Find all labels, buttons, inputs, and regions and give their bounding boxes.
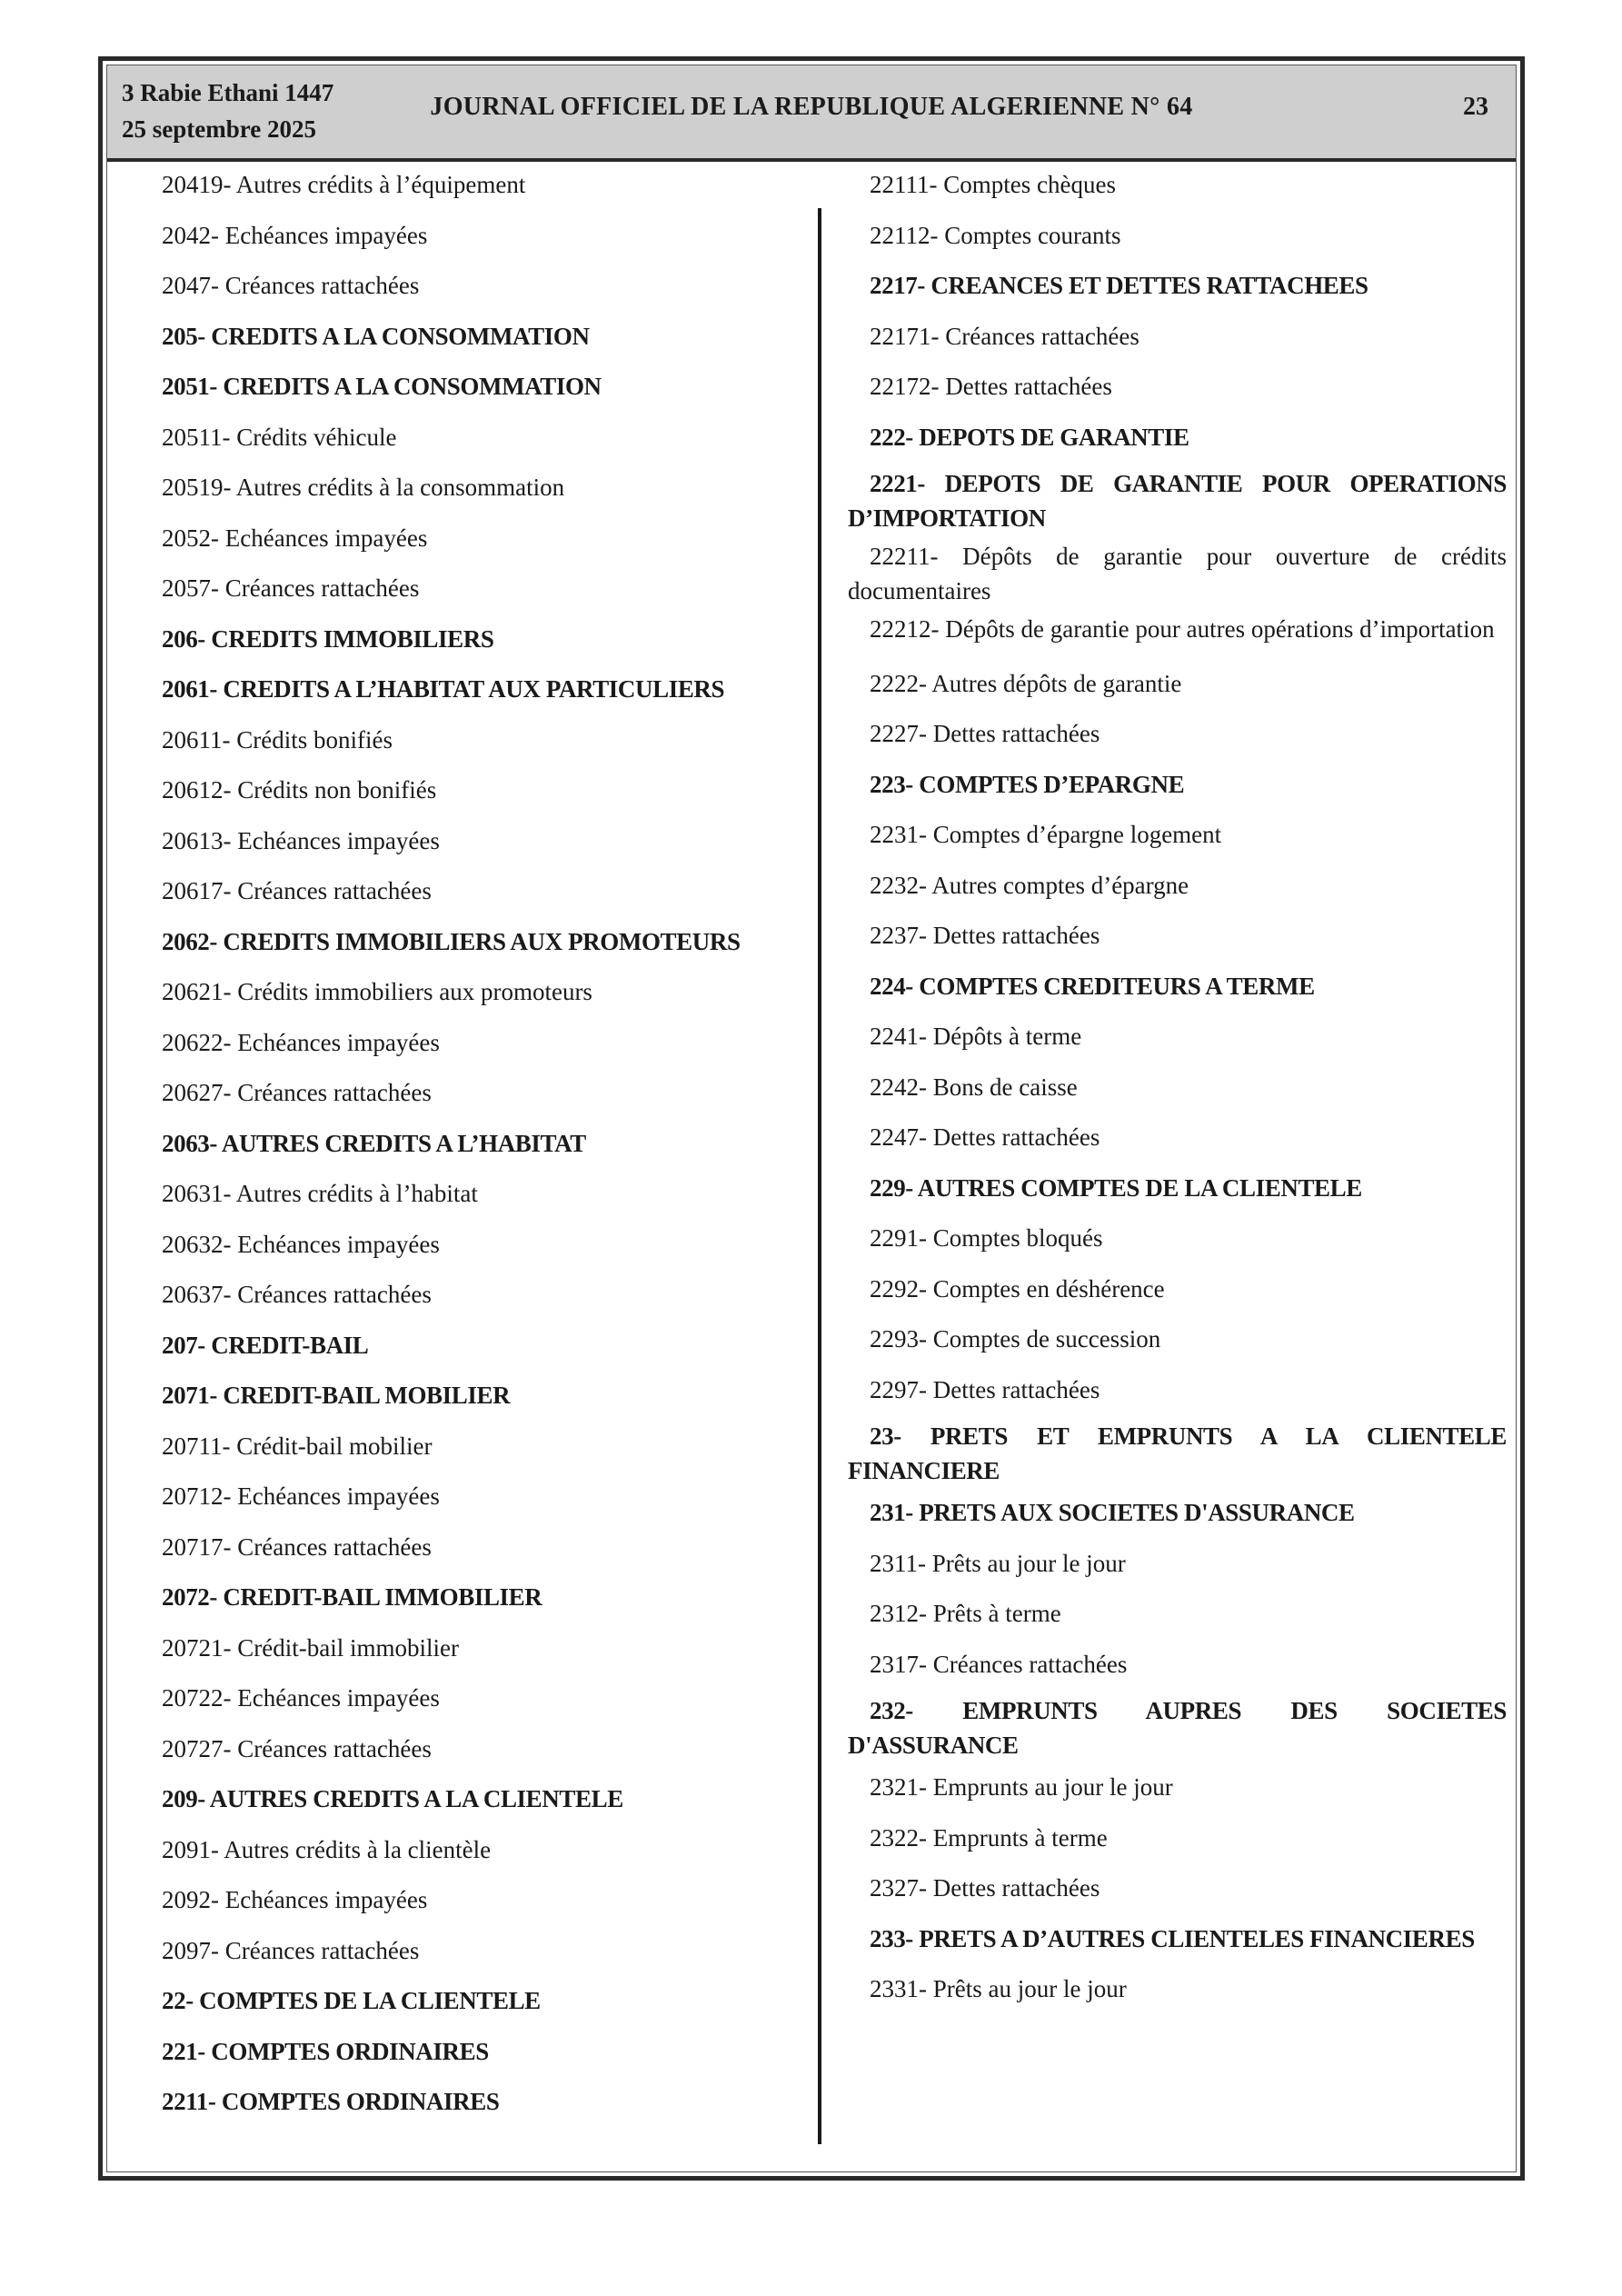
journal-title: JOURNAL OFFICIEL DE LA REPUBLIQUE ALGERIENNE N° 64 (430, 93, 1193, 121)
account-entry: 2227- Dettes rattachées (870, 720, 1100, 747)
journal-header (107, 65, 1516, 162)
account-entry: 20631- Autres crédits à l’habitat (162, 1180, 478, 1207)
account-heading: 2062- CREDITS IMMOBILIERS AUX PROMOTEURS (162, 927, 741, 955)
account-entry: 20721- Crédit-bail immobilier (162, 1633, 459, 1662)
account-heading: 2071- CREDIT-BAIL MOBILIER (162, 1382, 511, 1409)
account-entry: 2322- Emprunts à terme (870, 1823, 1108, 1852)
account-heading: 2072- CREDIT-BAIL IMMOBILIER (162, 1583, 542, 1611)
account-heading: 2061- CREDITS A L’HABITAT AUX PARTICULIERS (162, 675, 725, 703)
account-entry: 22172- Dettes rattachées (870, 373, 1112, 400)
account-entry: 22212- Dépôts de garantie pour autres opérations d’importation (870, 615, 1495, 643)
page-number: 23 (1463, 93, 1488, 121)
account-heading: 2211- COMPTES ORDINAIRES (162, 2088, 500, 2115)
account-entry: 2297- Dettes rattachées (870, 1375, 1100, 1403)
account-entry: 20711- Crédit-bail mobilier (162, 1432, 433, 1460)
account-entry: 22111- Comptes chèques (870, 171, 1116, 198)
column-divider (818, 208, 821, 2144)
account-entry: 2247- Dettes rattachées (870, 1123, 1100, 1151)
account-entry: 2293- Comptes de succession (870, 1325, 1161, 1353)
account-entry: 20622- Echéances impayées (162, 1028, 440, 1056)
account-heading: 2221- DEPOTS DE GARANTIE POUR OPERATIONS D’IMPORTATION (848, 470, 1507, 532)
account-entry: 20617- Créances rattachées (162, 877, 432, 904)
account-heading: 2051- CREDITS A LA CONSOMMATION (162, 373, 602, 400)
account-heading: 23- PRETS ET EMPRUNTS A LA CLIENTELE FINANCIERE (848, 1423, 1507, 1484)
page-frame (98, 56, 1525, 2181)
account-heading: 2063- AUTRES CREDITS A L’HABITAT (162, 1129, 586, 1157)
account-entry: 22171- Créances rattachées (870, 322, 1139, 350)
account-entry: 20722- Echéances impayées (162, 1684, 440, 1712)
account-entry: 20621- Crédits immobiliers aux promoteurs (162, 978, 592, 1005)
account-entry: 20519- Autres crédits à la consommation (162, 474, 565, 501)
account-entry: 20717- Créances rattachées (162, 1532, 432, 1561)
account-entry: 20612- Crédits non bonifiés (162, 776, 437, 804)
account-entry: 2231- Comptes d’épargne logement (870, 821, 1222, 848)
account-entry: 22211- Dépôts de garantie pour ouverture de crédits documentaires (848, 543, 1507, 604)
account-entry: 2047- Créances rattachées (162, 272, 420, 299)
account-entry: 2321- Emprunts au jour le jour (870, 1773, 1173, 1801)
date-gregorian: 25 septembre 2025 (122, 115, 316, 143)
account-entry: 2242- Bons de caisse (870, 1073, 1078, 1101)
account-heading: 2217- CREANCES ET DETTES RATTACHEES (870, 272, 1368, 299)
page-inner-border (106, 65, 1517, 2172)
account-heading: 207- CREDIT-BAIL (162, 1331, 369, 1359)
account-entry: 2052- Echéances impayées (162, 524, 428, 552)
account-heading: 209- AUTRES CREDITS A LA CLIENTELE (162, 1785, 623, 1812)
account-entry: 20637- Créances rattachées (162, 1281, 432, 1308)
account-entry: 22112- Comptes courants (870, 221, 1121, 249)
account-entry: 2237- Dettes rattachées (870, 922, 1100, 949)
account-entry: 2097- Créances rattachées (162, 1936, 420, 1964)
account-entry: 2091- Autres crédits à la clientèle (162, 1835, 492, 1863)
account-entry: 2317- Créances rattachées (870, 1650, 1128, 1678)
account-entry: 2331- Prêts au jour le jour (870, 1975, 1127, 2002)
account-heading: 231- PRETS AUX SOCIETES D'ASSURANCE (870, 1499, 1355, 1526)
account-entry: 20511- Crédits véhicule (162, 423, 397, 451)
account-entry: 2291- Comptes bloqués (870, 1224, 1103, 1252)
account-heading: 221- COMPTES ORDINAIRES (162, 2037, 489, 2065)
account-heading: 232- EMPRUNTS AUPRES DES SOCIETES D'ASSURANCE (848, 1697, 1507, 1759)
account-entry: 2092- Echéances impayées (162, 1886, 428, 1913)
account-entry: 2311- Prêts au jour le jour (870, 1549, 1126, 1577)
account-entry: 20727- Créances rattachées (162, 1734, 432, 1762)
account-entry: 20419- Autres crédits à l’équipement (162, 171, 526, 198)
account-entry: 2327- Dettes rattachées (870, 1874, 1100, 1902)
account-entry: 20611- Crédits bonifiés (162, 725, 393, 754)
account-heading: 22- COMPTES DE LA CLIENTELE (162, 1987, 541, 2014)
account-entry: 2241- Dépôts à terme (870, 1023, 1082, 1050)
account-entry: 20712- Echéances impayées (162, 1482, 440, 1510)
account-heading: 206- CREDITS IMMOBILIERS (162, 624, 494, 653)
account-entry: 20613- Echéances impayées (162, 826, 440, 854)
date-hijri: 3 Rabie Ethani 1447 (122, 79, 334, 106)
account-entry: 20627- Créances rattachées (162, 1079, 432, 1106)
account-entry: 2057- Créances rattachées (162, 574, 420, 602)
account-heading: 205- CREDITS A LA CONSOMMATION (162, 322, 590, 350)
account-entry: 2292- Comptes en déshérence (870, 1274, 1165, 1303)
account-entry: 20632- Echéances impayées (162, 1230, 440, 1258)
account-entry: 2222- Autres dépôts de garantie (870, 669, 1182, 697)
account-heading: 223- COMPTES D’EPARGNE (870, 770, 1185, 798)
account-heading: 233- PRETS A D’AUTRES CLIENTELES FINANCIERES (870, 1924, 1475, 1952)
left-column (162, 160, 889, 2128)
account-entry: 2232- Autres comptes d’épargne (870, 871, 1189, 899)
right-column (848, 160, 1507, 2015)
account-entry: 2042- Echéances impayées (162, 221, 428, 249)
account-heading: 222- DEPOTS DE GARANTIE (870, 423, 1189, 451)
account-heading: 229- AUTRES COMPTES DE LA CLIENTELE (870, 1173, 1362, 1202)
account-entry: 2312- Prêts à terme (870, 1600, 1061, 1627)
account-heading: 224- COMPTES CREDITEURS A TERME (870, 972, 1315, 1000)
